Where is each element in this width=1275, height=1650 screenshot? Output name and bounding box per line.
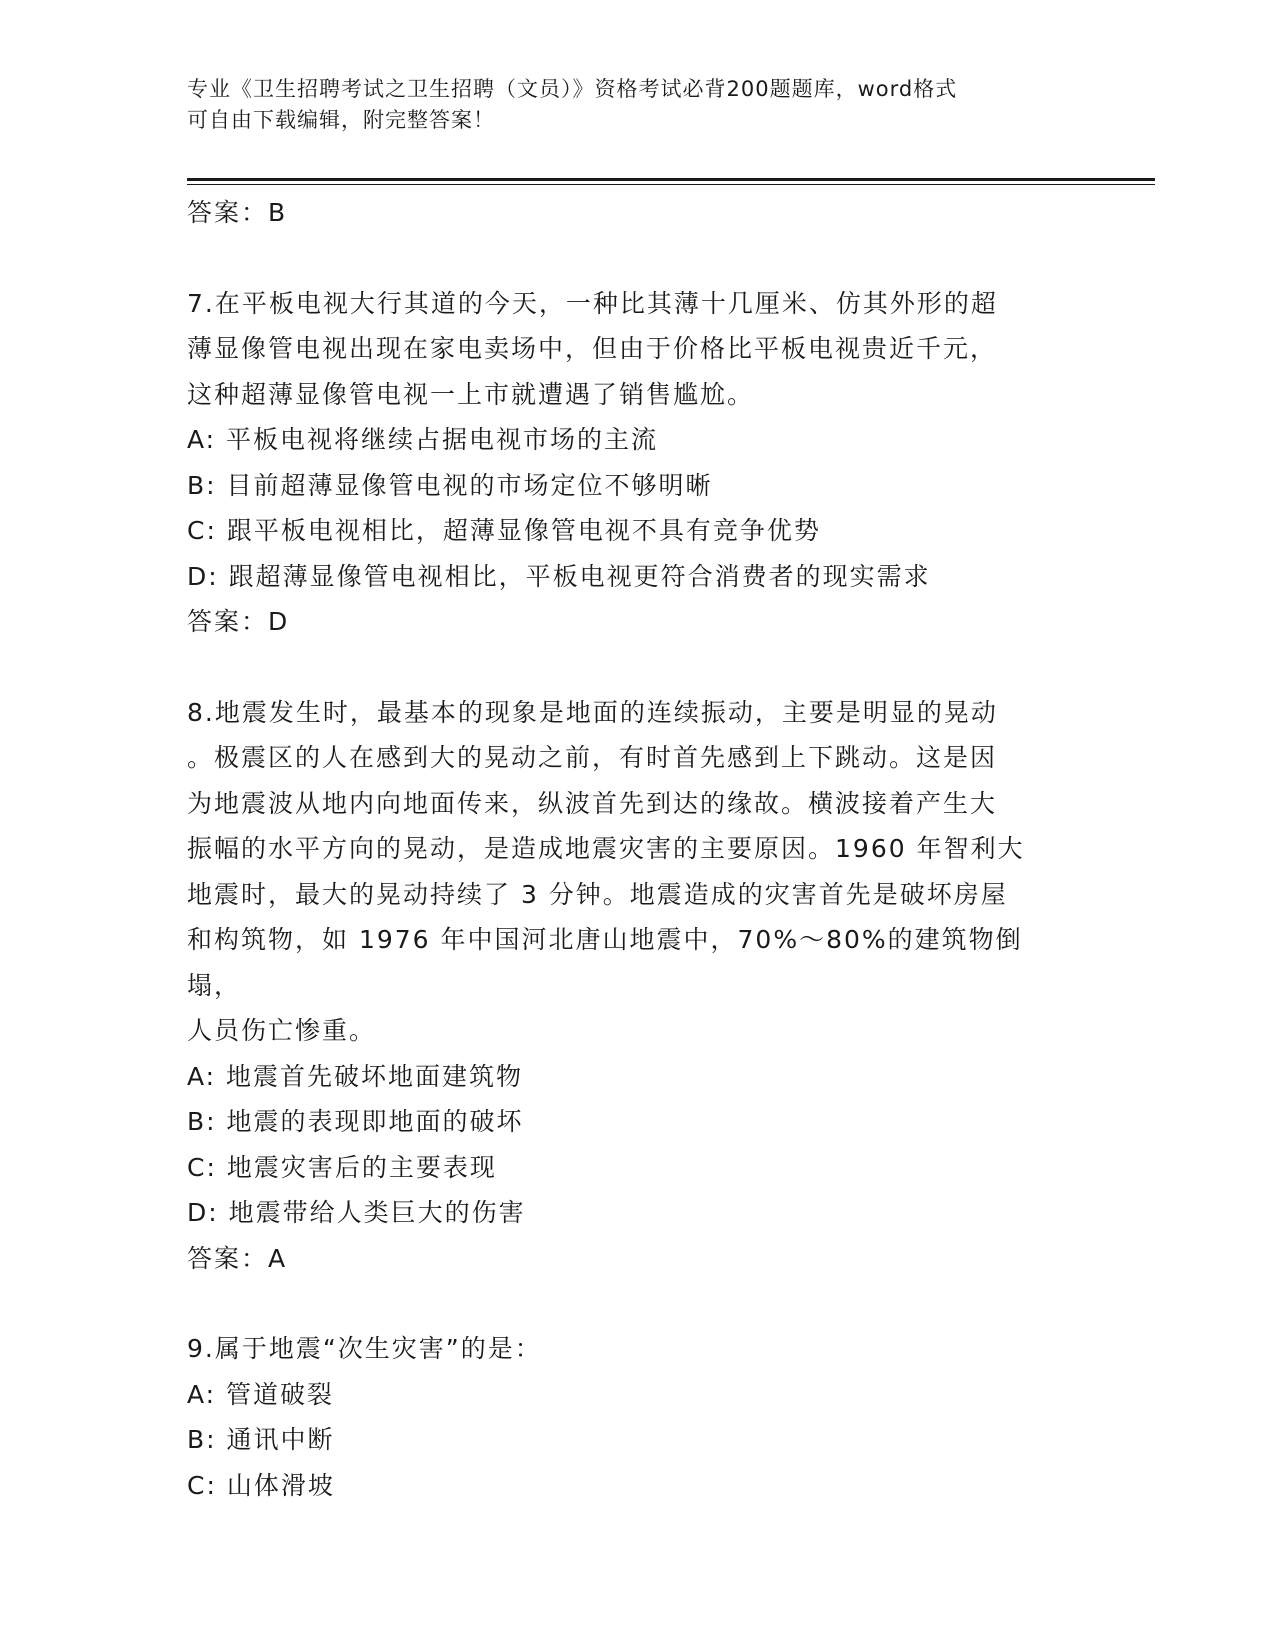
question-stem-line: 。极震区的人在感到大的晃动之前，有时首先感到上下跳动。这是因: [187, 743, 998, 772]
option-c: C: 跟平板电视相比，超薄显像管电视不具有竞争优势: [187, 516, 821, 545]
question-8: [187, 690, 1067, 1282]
option-c: C: 山体滑坡: [187, 1470, 335, 1500]
document-header: [187, 74, 1067, 136]
question-stem-line: 7.在平板电视大行其道的今天，一种比其薄十几厘米、仿其外形的超: [187, 288, 998, 318]
question-stem-line: 地震时，最大的晃动持续了 3 分钟。地震造成的灾害首先是破坏房屋: [187, 879, 1008, 909]
question-stem-line: 人员伤亡惨重。: [187, 1016, 377, 1045]
option-a: A: 管道破裂: [187, 1379, 335, 1409]
question-stem-line: 振幅的水平方向的晃动，是造成地震灾害的主要原因。1960 年智利大: [187, 834, 1025, 863]
answer-line: 答案：A: [187, 1243, 288, 1273]
option-d: D: 地震带给人类巨大的伤害: [187, 1198, 526, 1227]
document-body: [187, 190, 1067, 1508]
option-b: B: 通讯中断: [187, 1425, 335, 1454]
option-b: B: 地震的表现即地面的破坏: [187, 1107, 524, 1136]
header-rule-thin: [187, 184, 1155, 185]
question-7: [187, 281, 1067, 645]
question-stem-line: 和构筑物，如 1976 年中国河北唐山地震中，70%～80%的建筑物倒塌，: [187, 925, 1023, 1000]
option-a: A: 地震首先破坏地面建筑物: [187, 1061, 524, 1091]
header-line: 可自由下载编辑，附完整答案！: [187, 108, 495, 132]
option-a: A: 平板电视将继续占据电视市场的主流: [187, 425, 659, 454]
answer-line: 答案：D: [187, 607, 290, 636]
question-stem-line: 9.属于地震“次生灾害”的是：: [187, 1334, 542, 1363]
question-stem-line: 薄显像管电视出现在家电卖场中，但由于价格比平板电视贵近千元，: [187, 334, 998, 363]
option-c: C: 地震灾害后的主要表现: [187, 1152, 497, 1182]
header-rule: [187, 178, 1155, 181]
question-stem-line: 这种超薄显像管电视一上市就遭遇了销售尴尬。: [187, 379, 755, 409]
header-line: 专业《卫生招聘考试之卫生招聘（文员）》资格考试必背200题题库，word格式: [187, 77, 958, 101]
question-stem-line: 为地震波从地内向地面传来，纵波首先到达的缘故。横波接着产生大: [187, 788, 998, 818]
option-d: D: 跟超薄显像管电视相比，平板电视更符合消费者的现实需求: [187, 561, 931, 591]
answer-line: 答案：B: [187, 198, 288, 227]
option-b: B: 目前超薄显像管电视的市场定位不够明晰: [187, 470, 713, 500]
question-stem-line: 8.地震发生时，最基本的现象是地面的连续振动，主要是明显的晃动: [187, 697, 998, 727]
question-9: [187, 1326, 1067, 1508]
